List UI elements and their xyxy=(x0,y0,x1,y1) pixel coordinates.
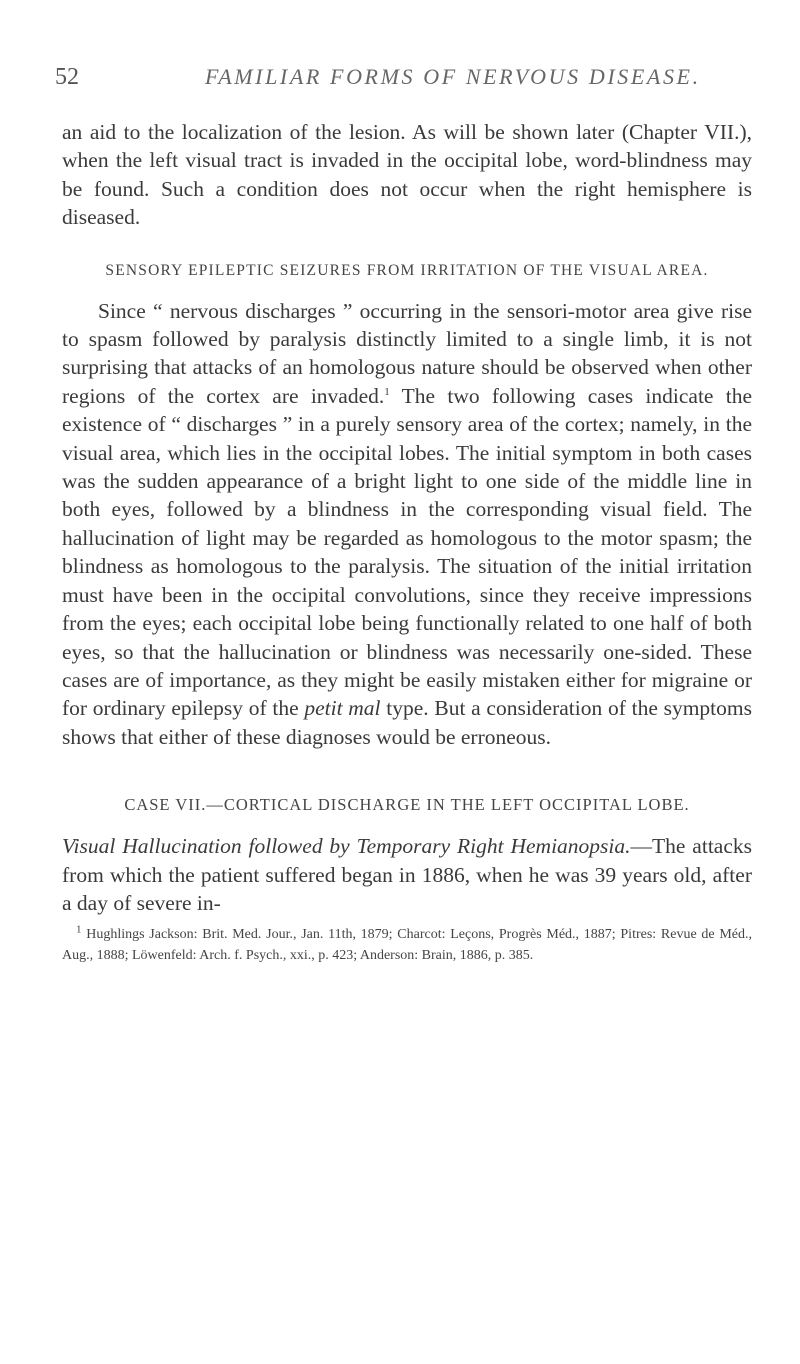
footnote-reference: 1 xyxy=(384,385,390,398)
footnote-block xyxy=(62,925,752,966)
case-heading: CASE VII.—CORTICAL DISCHARGE IN THE LEFT OCCIPITAL LOBE. xyxy=(124,795,690,815)
paragraph-text: type. But a consideration of the symptoms shows that either of these diagnoses would be erroneous. xyxy=(62,696,752,749)
paragraph-continuation: an aid to the localization of the lesion. As will be shown later (Chapter VII.), when the left visual tract is invaded in the occipital lobe, word-blindness may be found. Such a condition does not occur when the right hemisphere is diseased. xyxy=(62,120,752,230)
footnote-mark: 1 xyxy=(76,923,82,936)
case-subtitle: Visual Hallucination followed by Temporary Right Hemianopsia. xyxy=(62,834,631,859)
footnote xyxy=(62,925,752,966)
page-body xyxy=(62,118,752,966)
paragraph-text: Since “ nervous discharges ” occurring in the sensori-motor area give rise to spasm followed by paralysis distinctly limited to a single limb, it is not surprising that attacks of an homologous nature should be observed when other regions of the cortex are invaded. xyxy=(62,298,752,408)
paragraph-text: —The attacks from which the patient suffered began in 1886, when he was 39 years old, after a day of severe in- xyxy=(62,834,752,915)
paragraph-case-description xyxy=(62,832,752,917)
italic-term: petit mal xyxy=(304,696,381,721)
running-title: FAMILIAR FORMS OF NERVOUS DISEASE. xyxy=(205,64,701,89)
paragraph-nervous-discharges xyxy=(62,297,752,752)
footnote-text: Hughlings Jackson: Brit. Med. Jour., Jan. 11th, 1879; Charcot: Leçons, Progrès Méd., 1887; Pitres: Revue de Méd., Aug., 1888; Löwenfeld: Arch. f. Psych., xxi., p. 423; Anderson: Brain, 1886, p. 385. xyxy=(62,927,752,963)
page-number: 52 xyxy=(55,64,79,90)
section-heading-sensory-seizures: SENSORY EPILEPTIC SEIZURES FROM IRRITATION OF THE VISUAL AREA. xyxy=(105,261,709,279)
running-head xyxy=(55,62,755,92)
paragraph-text: The two following cases indicate the existence of “ discharges ” in a purely sensory area of the cortex; namely, in the visual area, which lies in the occipital lobes. The initial symptom in both cases was the sudden appearance of a bright light to one side of the middle line in both eyes, followed by a blindness in the corresponding visual field. The hallucination of light may be regarded as homologous to the motor spasm; the blindness as homologous to the paralysis. The situation of the initial irritation must have been in the occipital convolutions, since they receive impressions from the eyes; each occipital lobe being functionally related to one half of both eyes, so that the hallucination or blindness was necessarily one-sided. These cases are of importance, as they might be easily mistaken either for migraine or for ordinary epilepsy of the xyxy=(62,383,752,721)
